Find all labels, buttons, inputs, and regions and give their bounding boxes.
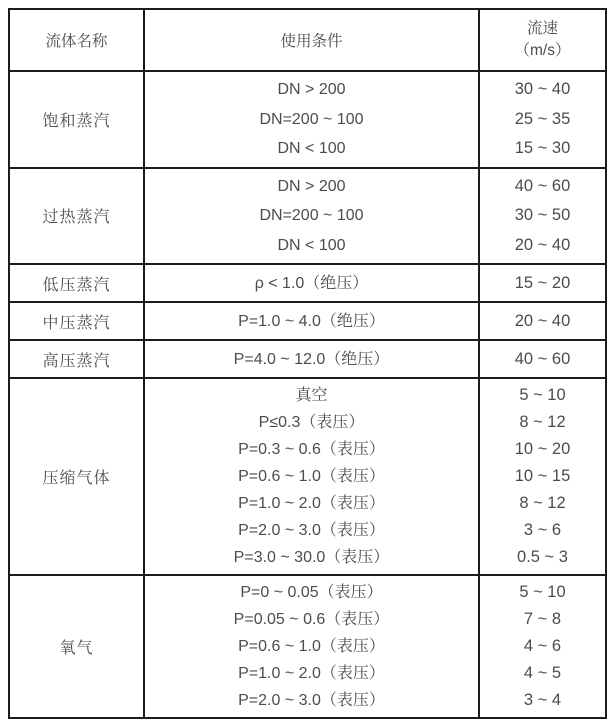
speed-line: 5 ~ 10 xyxy=(519,386,566,404)
speed-cell xyxy=(479,71,606,168)
condition-line: P=1.0 ~ 4.0（绝压） xyxy=(238,312,385,330)
speed-line: 20 ~ 40 xyxy=(514,311,571,330)
speed-line: 3 ~ 4 xyxy=(523,691,562,709)
fluid-name: 低压蒸汽 xyxy=(9,264,144,302)
condition-line: P=0 ~ 0.05（表压） xyxy=(240,584,383,601)
condition-line: DN > 200 xyxy=(277,177,346,195)
speed-line: 5 ~ 10 xyxy=(519,583,566,601)
speed-line: 10 ~ 15 xyxy=(514,467,571,485)
condition-cell xyxy=(144,302,479,340)
condition-cell xyxy=(144,340,479,378)
fluid-name: 过热蒸汽 xyxy=(9,168,144,265)
speed-line: 0.5 ~ 3 xyxy=(517,548,568,566)
speed-line: 15 ~ 30 xyxy=(514,139,571,157)
speed-line: 40 ~ 60 xyxy=(514,349,571,368)
condition-line: P=4.0 ~ 12.0（绝压） xyxy=(233,350,390,368)
speed-line: 8 ~ 12 xyxy=(519,413,566,431)
speed-cell xyxy=(479,340,606,378)
condition-cell xyxy=(144,575,479,718)
speed-line: 15 ~ 20 xyxy=(514,273,571,292)
speed-line: 40 ~ 60 xyxy=(514,176,571,195)
condition-line: DN < 100 xyxy=(277,140,346,157)
condition-line: P=0.6 ~ 1.0（表压） xyxy=(238,638,385,655)
speed-cell xyxy=(479,575,606,718)
header-flow-speed xyxy=(479,9,606,71)
speed-cell xyxy=(479,378,606,575)
header-flow-speed-label: 流速 xyxy=(526,20,558,37)
speed-line: 30 ~ 50 xyxy=(514,206,571,224)
condition-line: P=1.0 ~ 2.0（表压） xyxy=(238,665,385,682)
fluid-name: 压缩气体 xyxy=(9,378,144,575)
table-row-superheated-steam xyxy=(9,168,606,265)
speed-line: 10 ~ 20 xyxy=(514,440,571,458)
condition-cell xyxy=(144,378,479,575)
speed-cell xyxy=(479,264,606,302)
table-row-high-pressure-steam xyxy=(9,340,606,378)
condition-line: DN < 100 xyxy=(277,236,346,254)
speed-line: 7 ~ 8 xyxy=(523,610,562,628)
table-row-oxygen xyxy=(9,575,606,718)
table-row-compressed-gas xyxy=(9,378,606,575)
speed-line: 4 ~ 6 xyxy=(523,637,562,655)
speed-line: 4 ~ 5 xyxy=(523,664,562,682)
header-fluid-name: 流体名称 xyxy=(9,9,144,71)
condition-cell xyxy=(144,168,479,265)
table-row-medium-pressure-steam xyxy=(9,302,606,340)
condition-line: P=2.0 ~ 3.0（表压） xyxy=(238,522,385,539)
table-row-saturated-steam xyxy=(9,71,606,168)
speed-line: 20 ~ 40 xyxy=(514,235,571,254)
fluid-name: 饱和蒸汽 xyxy=(9,71,144,168)
condition-line: P=3.0 ~ 30.0（表压） xyxy=(233,549,390,566)
condition-line: DN > 200 xyxy=(277,81,346,98)
condition-line: ρ < 1.0（绝压） xyxy=(254,274,369,292)
speed-cell xyxy=(479,168,606,265)
speed-line: 8 ~ 12 xyxy=(519,494,566,512)
speed-line: 3 ~ 6 xyxy=(523,521,562,539)
speed-line: 30 ~ 40 xyxy=(514,80,571,98)
flow-velocity-table xyxy=(8,8,607,719)
speed-line: 25 ~ 35 xyxy=(514,109,571,128)
table-row-low-pressure-steam xyxy=(9,264,606,302)
condition-line: P=1.0 ~ 2.0（表压） xyxy=(238,495,385,512)
condition-line: P=2.0 ~ 3.0（表压） xyxy=(238,692,385,709)
fluid-name: 中压蒸汽 xyxy=(9,302,144,340)
fluid-name: 高压蒸汽 xyxy=(9,340,144,378)
header-flow-speed-unit: （m/s） xyxy=(514,42,571,59)
condition-line: DN=200 ~ 100 xyxy=(259,110,364,128)
fluid-name: 氧气 xyxy=(9,575,144,718)
condition-cell xyxy=(144,264,479,302)
condition-line: P=0.6 ~ 1.0（表压） xyxy=(238,468,385,485)
condition-cell xyxy=(144,71,479,168)
condition-line: P=0.05 ~ 0.6（表压） xyxy=(233,611,390,628)
condition-line: P=0.3 ~ 0.6（表压） xyxy=(238,441,385,458)
header-row xyxy=(9,9,606,71)
condition-line: DN=200 ~ 100 xyxy=(259,207,364,224)
speed-cell xyxy=(479,302,606,340)
header-usage-condition: 使用条件 xyxy=(144,9,479,71)
condition-line: 真空 xyxy=(295,387,328,404)
condition-line: P≤0.3（表压） xyxy=(258,414,365,431)
